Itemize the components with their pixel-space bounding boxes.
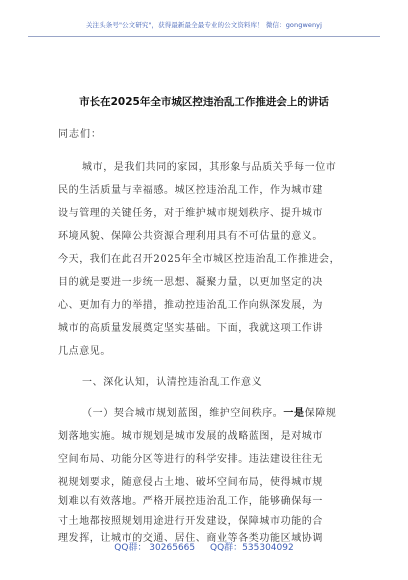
paragraph-line: 视规划要求，随意侵占土地、破坏空间布局，使得城市规 — [58, 477, 323, 488]
paragraph-line: 目的就是要进一步统一思想、凝聚力量，以更加坚定的决 — [58, 277, 323, 288]
paragraph-line: 寸土地都按照规划用途进行开发建设，保障城市功能的合 — [58, 516, 323, 527]
paragraph-line: 城市的高质量发展奠定坚实基础。下面，我就这项工作讲 — [58, 323, 323, 334]
paragraph-line: 民的生活质量与幸福感。城区控违治乱工作，作为城市建 — [58, 185, 323, 196]
subsection-lead-tail: 保障规 — [304, 408, 337, 419]
paragraph-line: 设与管理的关键任务，对于维护城市规划秩序、提升城市 — [58, 208, 323, 219]
salutation: 同志们： — [58, 129, 102, 140]
section-heading: 一、深化认知，认清控违治乱工作意义 — [82, 377, 263, 388]
subsection-lead-line — [82, 404, 336, 419]
document-title: 市长在2025年全市城区控违治乱工作推进会上的讲话 — [79, 96, 329, 108]
paragraph-line: 城市，是我们共同的家园，其形象与品质关乎每一位市 — [82, 162, 337, 173]
footer-qq-group-2: QQ群：535304092 — [210, 543, 294, 553]
emphasis-marker: 一是 — [283, 408, 305, 419]
footer — [0, 540, 408, 553]
paragraph-line: 理发挥，让城市的交通、居住、商业等各类功能区域协调 — [58, 533, 323, 544]
subsection-heading: （一）契合城市规划蓝图，维护空间秩序。 — [82, 408, 284, 419]
paragraph-line: 划难以有效落地。严格开展控违治乱工作，能够确保每一 — [58, 496, 323, 507]
paragraph-line: 环境风貌、保障公共资源合理利用具有不可估量的意义。 — [58, 231, 323, 242]
paragraph-line: 心、更加有力的举措，推动控违治乱工作向纵深发展，为 — [58, 300, 323, 311]
header-divider — [28, 36, 380, 37]
header-banner: 关注头条号"公文研究"，获得最新最全最专业的公文资料库！ 微信：gongwenyj — [85, 21, 323, 29]
paragraph-line: 空间布局、功能分区等进行的科学安排。违法建设往往无 — [58, 454, 323, 465]
paragraph-line: 划落地实施。城市规划是城市发展的战略蓝图，是对城市 — [58, 431, 323, 442]
footer-qq-group-1: QQ群： 30265665 — [114, 543, 196, 553]
paragraph-line: 今天，我们在此召开2025年全市城区控违治乱工作推进会， — [58, 254, 341, 265]
paragraph-line: 几点意见。 — [58, 346, 111, 357]
